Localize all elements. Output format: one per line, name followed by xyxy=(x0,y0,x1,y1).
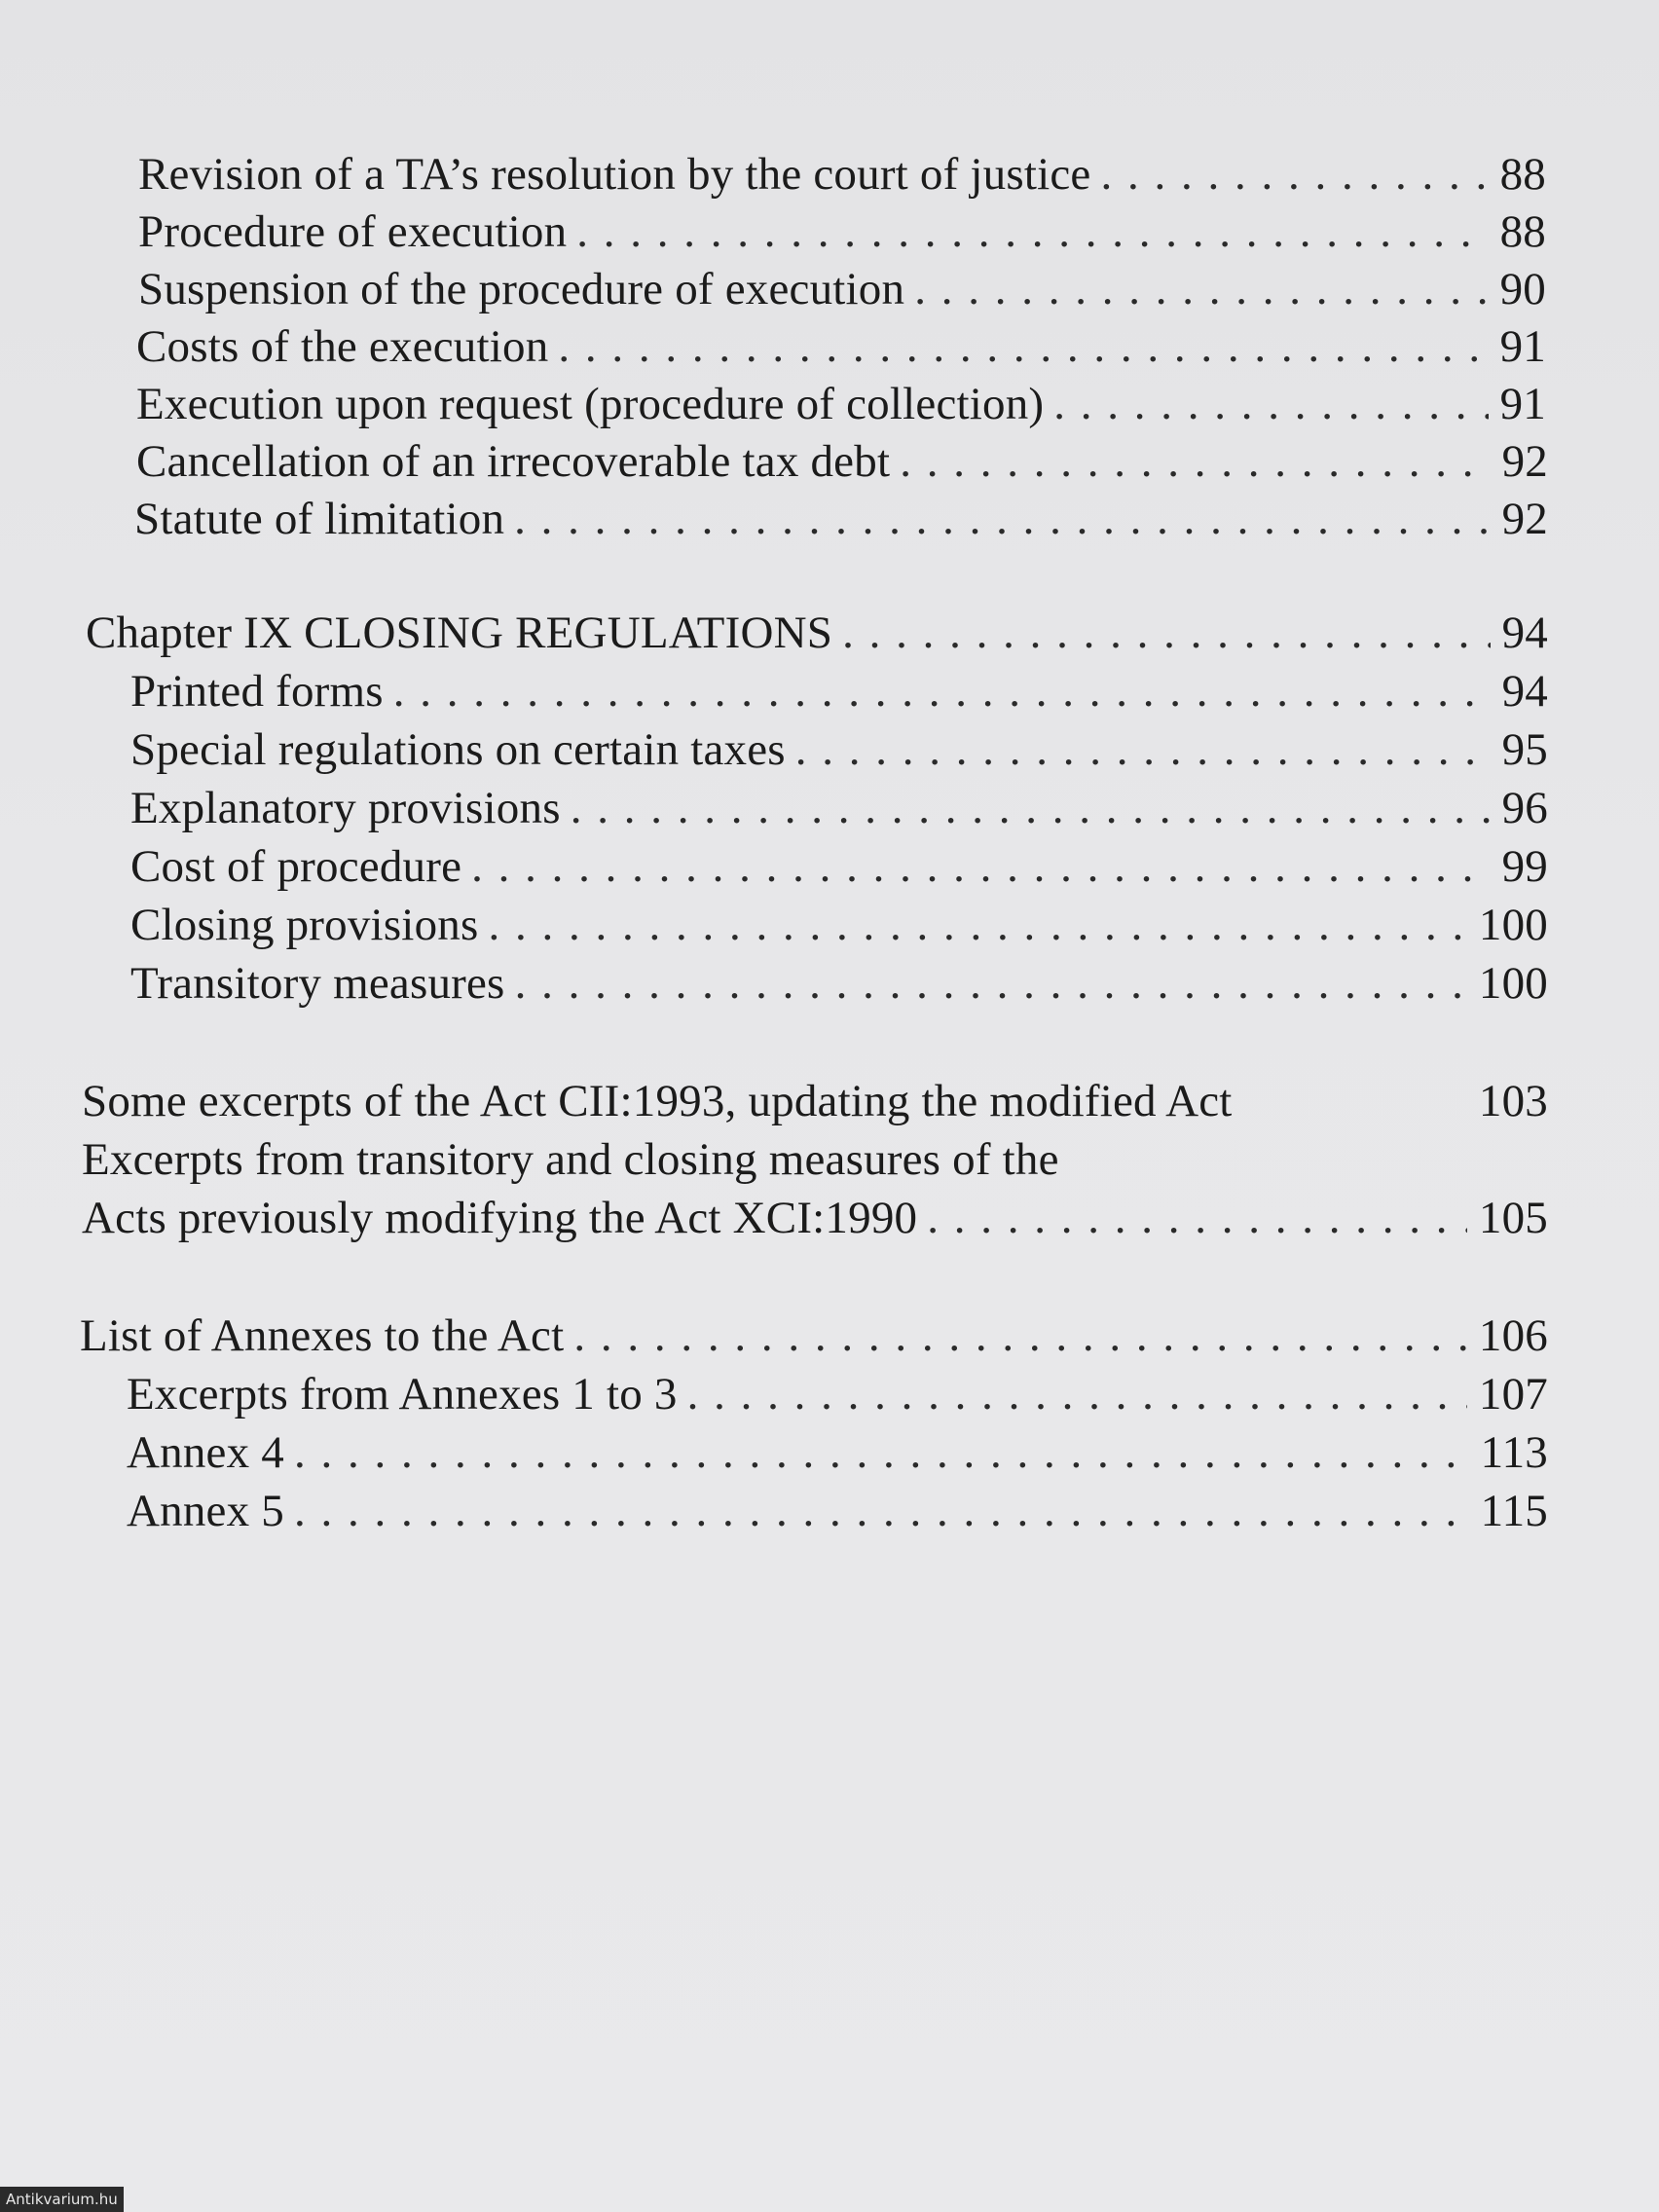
toc-entry-label: Transitory measures xyxy=(130,958,505,1009)
toc-entry-label: Printed forms xyxy=(130,666,384,717)
toc-entry xyxy=(138,147,1546,202)
toc-entry-line xyxy=(82,1132,1548,1187)
toc-entry-page: 88 xyxy=(1499,206,1546,257)
toc-entry-page: 103 xyxy=(1478,1076,1548,1126)
dot-leader xyxy=(914,262,1488,316)
dot-leader xyxy=(576,204,1488,259)
toc-entry-label: Explanatory provisions xyxy=(130,783,561,833)
toc-entry-label: Excerpts from Annexes 1 to 3 xyxy=(127,1369,678,1419)
watermark-label: Antikvarium.hu xyxy=(0,2187,124,2212)
toc-entry xyxy=(130,956,1548,1011)
dot-leader xyxy=(927,1191,1467,1245)
toc-entry-page: 96 xyxy=(1501,783,1548,833)
toc-entry-page: 105 xyxy=(1478,1193,1548,1243)
toc-entry-page: 107 xyxy=(1478,1369,1548,1419)
toc-entry-label: Procedure of execution xyxy=(138,206,568,257)
toc-entry xyxy=(130,839,1548,894)
dot-leader xyxy=(294,1425,1469,1480)
toc-entry-label: Some excerpts of the Act CII:1993, updating the modified Act xyxy=(82,1076,1233,1126)
toc-entry-page: 91 xyxy=(1499,379,1546,429)
toc-entry-page: 92 xyxy=(1501,494,1548,544)
toc-entry-label: Annex 4 xyxy=(127,1427,284,1478)
toc-entry-page: 106 xyxy=(1478,1310,1548,1361)
dot-leader xyxy=(471,839,1490,894)
toc-entry-page: 100 xyxy=(1478,900,1548,950)
toc-entry-label: Execution upon request (procedure of collection) xyxy=(136,379,1045,429)
toc-entry xyxy=(127,1367,1548,1421)
dot-leader xyxy=(900,434,1490,489)
toc-entry-page: 113 xyxy=(1480,1427,1548,1478)
dot-leader xyxy=(515,956,1467,1011)
toc-entry-page: 100 xyxy=(1478,958,1548,1009)
toc-entry xyxy=(136,434,1548,489)
toc-entry xyxy=(82,1191,1548,1245)
dot-leader xyxy=(558,319,1488,374)
dot-leader xyxy=(294,1484,1469,1538)
toc-entry xyxy=(130,664,1548,719)
toc-entry-page: 92 xyxy=(1501,436,1548,487)
toc-entry xyxy=(138,204,1546,259)
dot-leader xyxy=(795,722,1491,777)
dot-leader xyxy=(571,781,1491,835)
toc-entry-label: Suspension of the procedure of execution xyxy=(138,264,905,314)
dot-leader xyxy=(488,898,1466,952)
toc-entry-page: 94 xyxy=(1501,666,1548,717)
toc-chapter-label: Chapter IX CLOSING REGULATIONS xyxy=(86,608,833,658)
toc-entry xyxy=(127,1425,1548,1480)
toc-entry-label: Excerpts from transitory and closing measures of the xyxy=(82,1134,1059,1185)
toc-entry-label: Revision of a TA’s resolution by the court of justice xyxy=(138,149,1091,200)
toc-entry xyxy=(130,781,1548,835)
toc-entry-label: Annex 5 xyxy=(127,1486,284,1536)
dot-leader xyxy=(687,1367,1467,1421)
toc-entry-label: Statute of limitation xyxy=(134,494,505,544)
toc-entry xyxy=(134,492,1548,546)
toc-entry-label: Cost of procedure xyxy=(130,841,462,892)
dot-leader xyxy=(1100,147,1488,202)
toc-entry-page: 91 xyxy=(1499,321,1546,372)
toc-entry-page: 99 xyxy=(1501,841,1548,892)
toc-entry-label: Acts previously modifying the Act XCI:1990 xyxy=(82,1193,918,1243)
toc-entry-label: List of Annexes to the Act xyxy=(80,1310,565,1361)
toc-entry-label: Closing provisions xyxy=(130,900,479,950)
toc-entry xyxy=(130,898,1548,952)
dot-leader xyxy=(842,606,1491,660)
toc-entry-label: Special regulations on certain taxes xyxy=(130,724,786,775)
toc-entry xyxy=(130,722,1548,777)
toc-entry xyxy=(138,262,1546,316)
toc-entry-page: 88 xyxy=(1499,149,1546,200)
dot-leader xyxy=(514,492,1490,546)
dot-leader xyxy=(1053,377,1488,431)
toc-entry xyxy=(136,319,1546,374)
toc-entry xyxy=(82,1074,1548,1128)
toc-entry-page: 95 xyxy=(1501,724,1548,775)
dot-leader xyxy=(393,664,1491,719)
toc-entry xyxy=(80,1309,1548,1363)
toc-entry-page: 90 xyxy=(1499,264,1546,314)
toc-entry-label: Cancellation of an irrecoverable tax debt xyxy=(136,436,891,487)
dot-leader xyxy=(573,1309,1467,1363)
toc-entry xyxy=(127,1484,1548,1538)
toc-entry-page: 115 xyxy=(1480,1486,1548,1536)
toc-entry-page: 94 xyxy=(1501,608,1548,658)
toc-entry-label: Costs of the execution xyxy=(136,321,549,372)
toc-chapter-entry xyxy=(86,606,1548,660)
toc-entry xyxy=(136,377,1546,431)
